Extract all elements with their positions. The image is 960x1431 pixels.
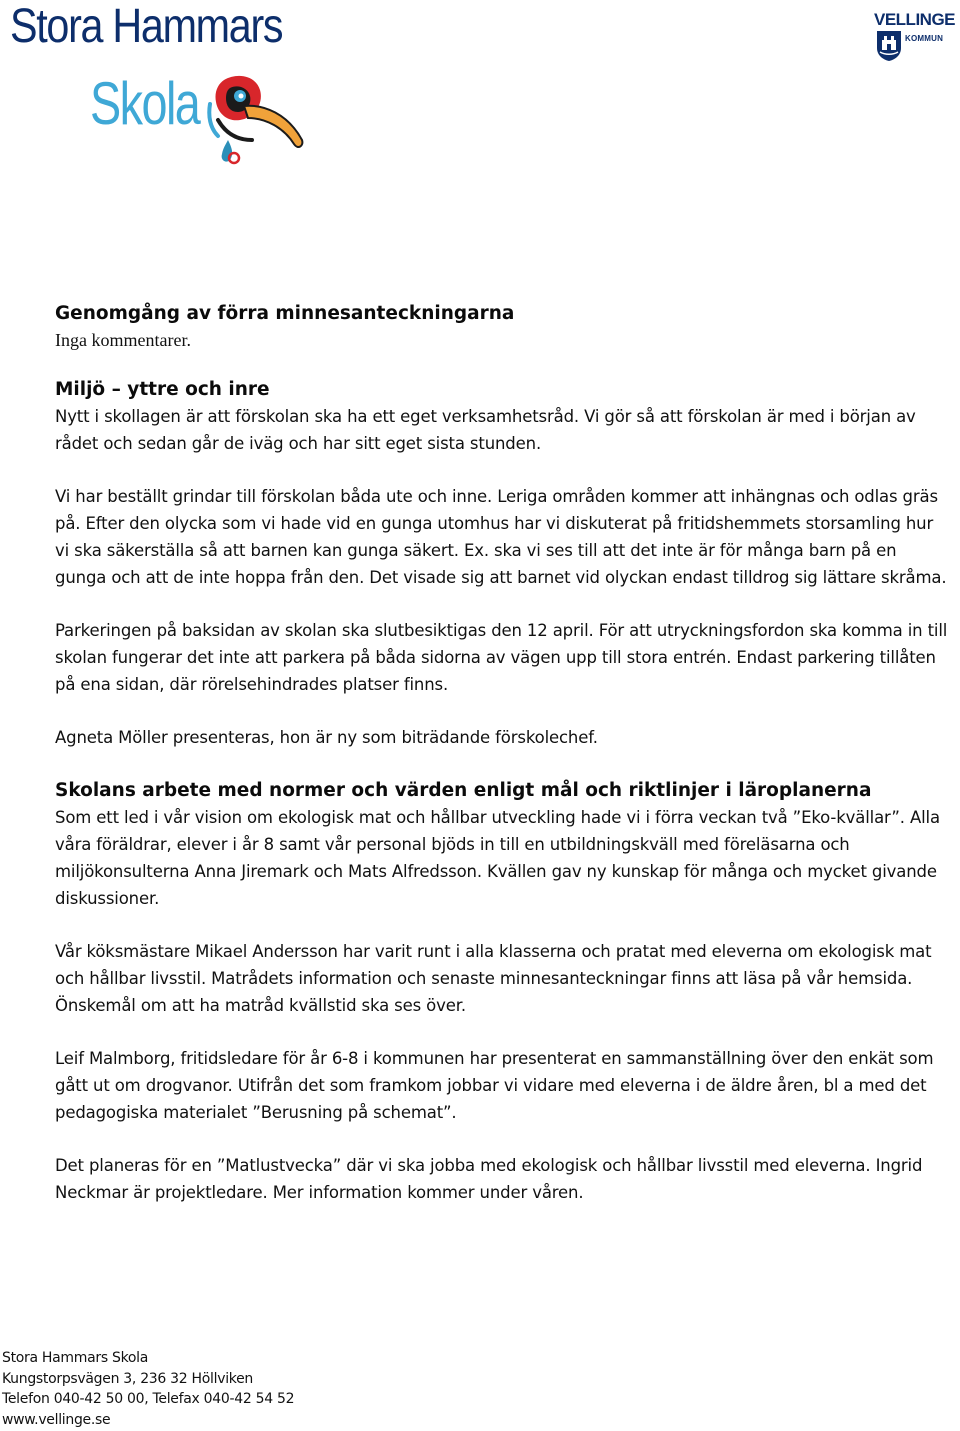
footer-phone: Telefon 040-42 50 00, Telefax 040-42 54 52 [2,1391,295,1407]
footer-school-name: Stora Hammars Skola [2,1350,149,1366]
vellinge-kommun-logo [872,10,958,66]
logo-school-name: Stora Hammars [10,0,283,53]
footer-address: Kungstorpsvägen 3, 236 32 Höllviken [2,1370,253,1387]
document-body [55,300,950,1228]
section-heading: Miljö – yttre och inre [55,379,270,400]
stora-hammars-logo [4,2,304,167]
section-previous-notes [55,300,950,354]
section-paragraph: Parkeringen på baksidan av skolan ska slutbesiktigas den 12 april. För att utryckningsfordon ska komma in till skolan fungerar det inte att parkera på båda sidorna av vägen upp till stora entrén. Endast parkering tillåten på ena sidan, där rörelsehindrades platser finns. [55,621,948,694]
section-paragraph: Vi har beställt grindar till förskolan båda ute och inne. Leriga områden kommer att inhängnas och odlas gräs på. Efter den olycka som vi hade vid en gunga utomhus har vi diskuterat på fritidshemmets storsamling hur vi ska säkerställa så att barnen kan gunga säkert. Ex. ska vi ses till att det inte är för många barn på en gunga och att de inte hoppa från den. Det visade sig att barnet vid olyckan endast tilldrog sig lättare skråma. [55,487,947,587]
footer-web-link[interactable]: www.vellinge.se [2,1411,111,1428]
face-emblem-icon [204,74,306,166]
section-norms-values [55,777,950,1206]
section-heading: Genomgång av förra minnesanteckningarna [55,303,515,324]
coat-of-arms-icon [876,30,902,62]
section-paragraph: Nytt i skollagen är att förskolan ska ha ett eget verksamhetsråd. Vi gör så att förskolan är med i början av rådet och sedan går de iväg och har sitt eget sista stunden. [55,407,916,453]
section-paragraph: Som ett led i vår vision om ekologisk mat och hållbar utveckling hade vi i förra veckan två ”Eko-kvällar”. Alla våra föräldrar, elever i år 8 samt vår personal bjöds in till en utbildningskväll med föreläsarna och miljökonsulterna Anna Jiremark och Mats Alfredsson. Kvällen gav ny kunskap för många och mycket givande diskussioner. [55,808,940,908]
logo-vellinge-word: VELLINGE [874,10,956,29]
section-paragraph: Vår köksmästare Mikael Andersson har varit runt i alla klasserna och pratat med eleverna om ekologisk mat och hållbar livsstil. Matrådets information och senaste minnesanteckningar finns att läsa på vår hemsida. Önskemål om att ha matråd kvällstid ska ses över. [55,942,932,1015]
section-paragraph: Det planeras för en ”Matlustvecka” där vi ska jobba med ekologisk och hållbar livsstil med eleverna. Ingrid Neckmar är projektledare. Mer information kommer under våren. [55,1156,923,1202]
section-paragraph: Agneta Möller presenteras, hon är ny som biträdande förskolechef. [55,728,598,747]
logo-skola-word: Skola [90,70,200,137]
page-footer [2,1348,294,1430]
section-heading: Skolans arbete med normer och värden enligt mål och riktlinjer i läroplanerna [55,780,872,801]
logo-kommun-word: KOMMUN [905,34,944,43]
section-paragraph: Inga kommentarer. [55,330,191,350]
section-paragraph: Leif Malmborg, fritidsledare för år 6-8 i kommunen har presenterat en sammanställning över den enkät som gått ut om drogvanor. Utifrån det som framkom jobbar vi vidare med eleverna i de äldre åren, bl a med det pedagogiska materialet ”Berusning på schemat”. [55,1049,934,1122]
section-environment [55,376,950,751]
